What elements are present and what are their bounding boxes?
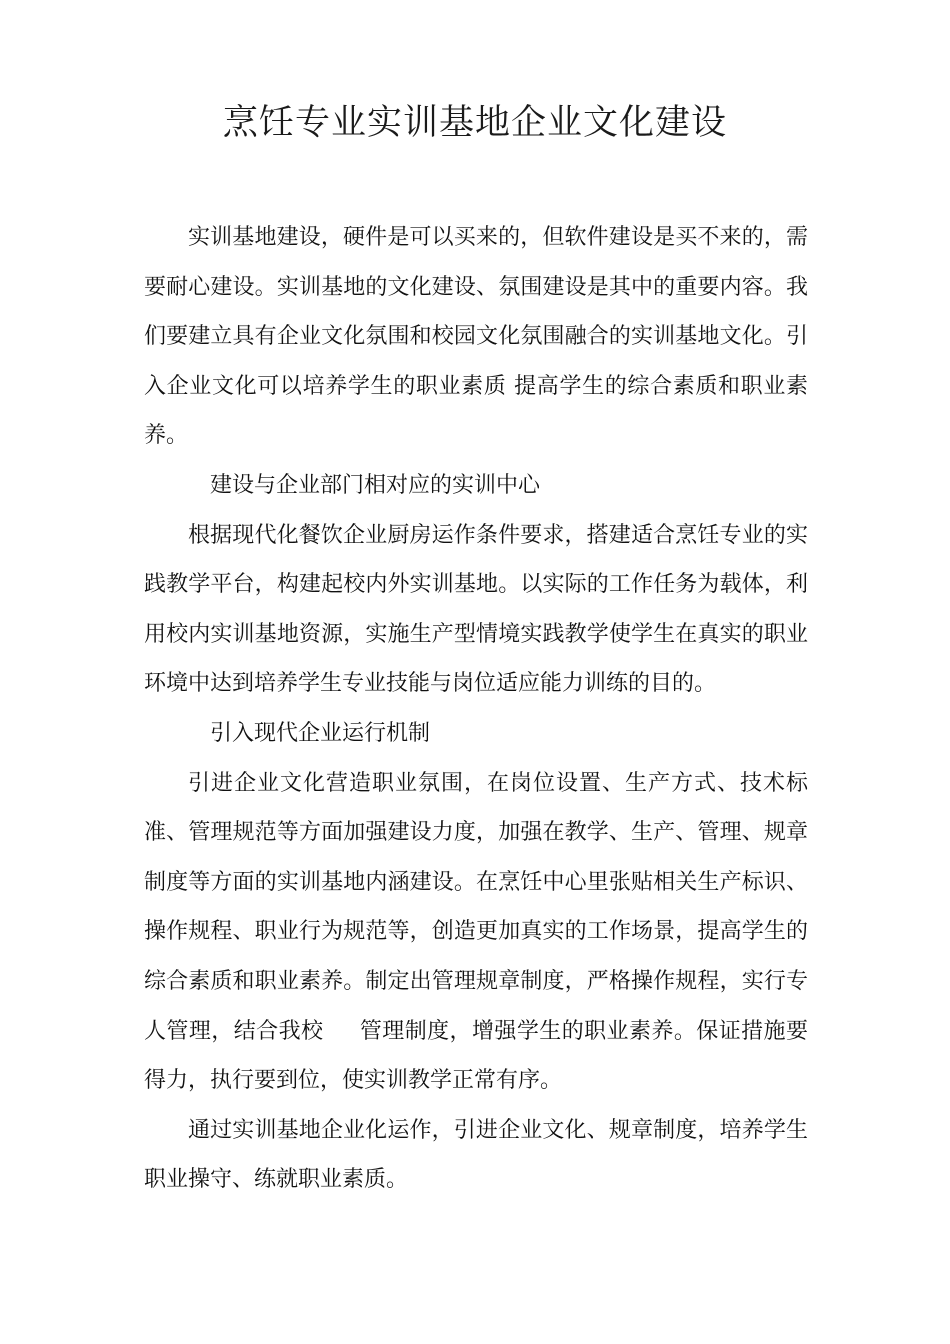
paragraph-operation-part-1: 引进企业文化营造职业氛围，在岗位设置、生产方式、技术标准、管理规范等方面加强建设力度，加强在教学、生产、管理、规章制度等方面的实训基地内涵建设。在烹饪中心里张贴相关生产标识、操作规程、职业行为规范等，创造更加真实的工作场景，提高学生的综合素质和职业素养。制定出管理规章制度，严格操作规程，实行专人管理，结合我校 (144, 770, 808, 1044)
section-heading-training-center: 建设与企业部门相对应的实训中心 (210, 472, 541, 498)
document-body (144, 213, 808, 1205)
paragraph-operation-mechanism (144, 759, 808, 1106)
section-heading-operation-mechanism: 引入现代企业运行机制 (210, 720, 431, 746)
document-title: 烹饪专业实训基地企业文化建设 (222, 103, 727, 143)
paragraph-training-center: 根据现代化餐饮企业厨房运作条件要求，搭建适合烹饪专业的实践教学平台，构建起校内外实训基地。以实际的工作任务为载体，利用校内实训基地资源，实施生产型情境实践教学使学生在真实的职业环境中达到培养学生专业技能与岗位适应能力训练的目的。 (144, 522, 808, 697)
paragraph-conclusion: 通过实训基地企业化运作，引进企业文化、规章制度，培养学生职业操守、练就职业素质。 (144, 1117, 808, 1193)
paragraph-intro: 实训基地建设，硬件是可以买来的，但软件建设是买不来的，需要耐心建设。实训基地的文化建设、氛围建设是其中的重要内容。我们要建立具有企业文化氛围和校园文化氛围融合的实训基地文化。引入企业文化可以培养学生的职业素质 提高学生的综合素质和职业素养。 (144, 225, 808, 449)
paragraph-operation-part-2: 管理制度，增强学生的职业素养。保证措施要得力，执行要到位，使实训教学正常有序。 (144, 1018, 808, 1094)
